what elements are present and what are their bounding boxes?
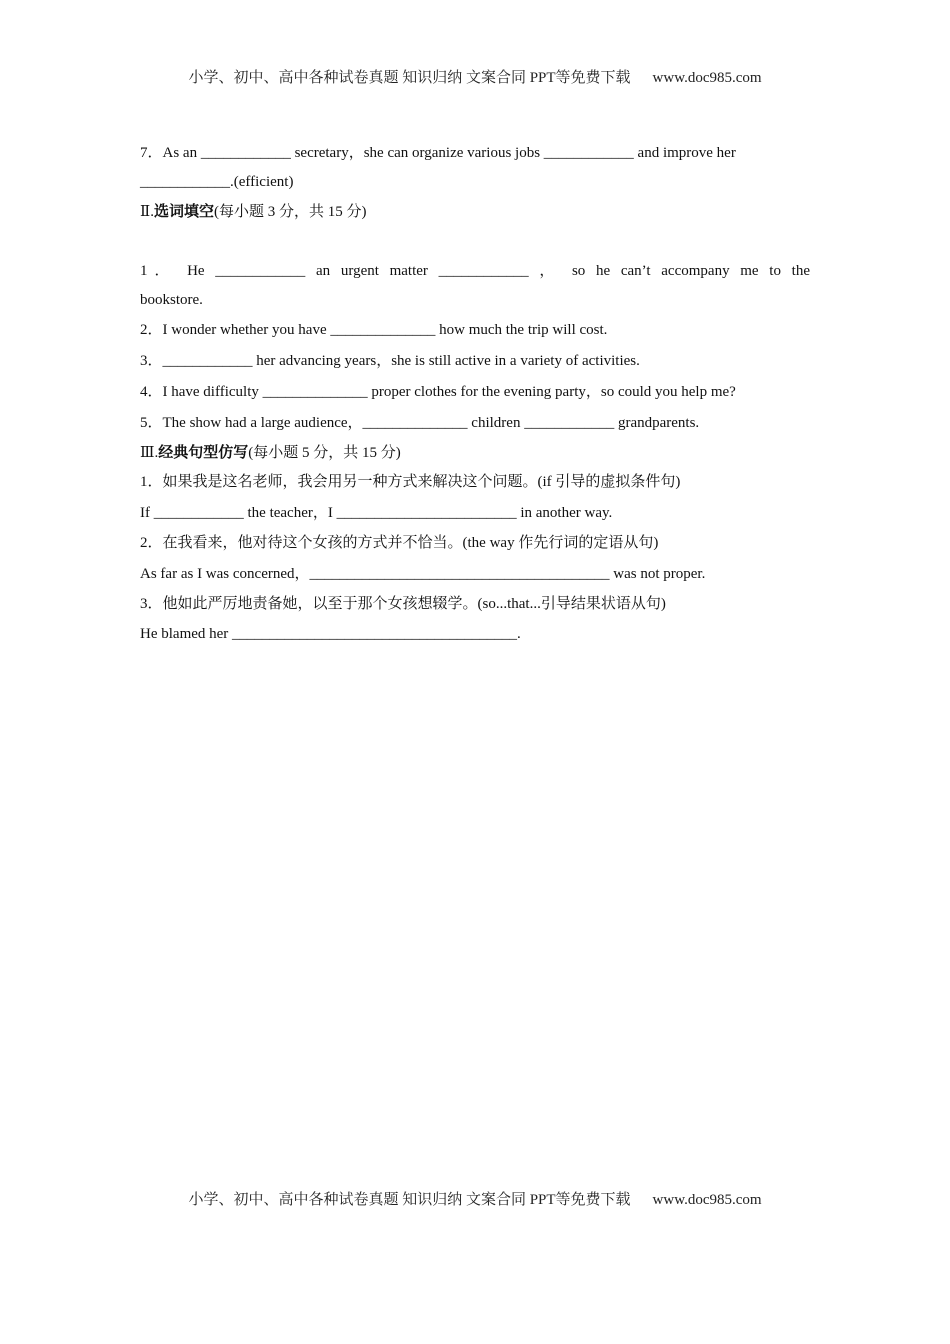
footer-url: www.doc985.com bbox=[652, 1192, 762, 1208]
part2-q2: 2．I wonder whether you have ______________ how much the trip will cost. bbox=[140, 322, 608, 338]
part3-q2-answer: As far as I was concerned，________________________________________ was not proper. bbox=[140, 566, 706, 582]
part1-q7-line2: ____________.(efficient) bbox=[140, 174, 294, 190]
part3-q2-prompt: 2．在我看来，他对待这个女孩的方式并不恰当。(the way 作先行词的定语从句) bbox=[140, 535, 659, 551]
part2-q5: 5．The show had a large audience，______________ children ____________ grandparents. bbox=[140, 415, 700, 431]
part1-q7-line1: 7．As an ____________ secretary，she can organize various jobs ____________ and improve her bbox=[140, 145, 736, 161]
section-3-title: 经典句型仿写 bbox=[158, 443, 249, 461]
part3-q1-prompt: 1．如果我是这名老师，我会用另一种方式来解决这个问题。(if 引导的虚拟条件句) bbox=[140, 474, 681, 490]
part3-q3-answer: He blamed her ______________________________________. bbox=[140, 626, 521, 642]
part2-q3: 3．____________ her advancing years，she is still active in a variety of activities. bbox=[140, 353, 640, 369]
section-2-title: 选词填空 bbox=[153, 202, 214, 220]
part2-q4: 4．I have difficulty ______________ proper clothes for the evening party，so could you help me? bbox=[140, 384, 736, 400]
part3-q3-prompt: 3．他如此严厉地责备她，以至于那个女孩想辍学。(so...that...引导结果状语从句) bbox=[140, 596, 666, 612]
header-text: 小学、初中、高中各种试卷真题 知识归纳 文案合同 PPT等免费下载 bbox=[188, 70, 631, 86]
section-3-heading bbox=[140, 442, 810, 462]
page-footer bbox=[0, 1190, 950, 1210]
section-2-heading bbox=[140, 201, 810, 221]
section-2-note: (每小题 3 分，共 15 分) bbox=[213, 204, 367, 220]
page-header bbox=[0, 68, 950, 88]
part2-q1-line2: bookstore. bbox=[140, 292, 203, 308]
header-url: www.doc985.com bbox=[652, 70, 762, 86]
section-2-number: Ⅱ. bbox=[140, 204, 154, 220]
section-3-note: (每小题 5 分，共 15 分) bbox=[248, 445, 401, 461]
part2-q1-line1: 1． He ____________ an urgent matter ____________ ， so he can’t accompany me to the bbox=[140, 263, 810, 279]
section-3-number: Ⅲ. bbox=[140, 445, 159, 461]
part3-q1-answer: If ____________ the teacher，I ________________________ in another way. bbox=[140, 505, 613, 521]
document-body bbox=[140, 143, 810, 644]
footer-text: 小学、初中、高中各种试卷真题 知识归纳 文案合同 PPT等免费下载 bbox=[188, 1192, 631, 1208]
